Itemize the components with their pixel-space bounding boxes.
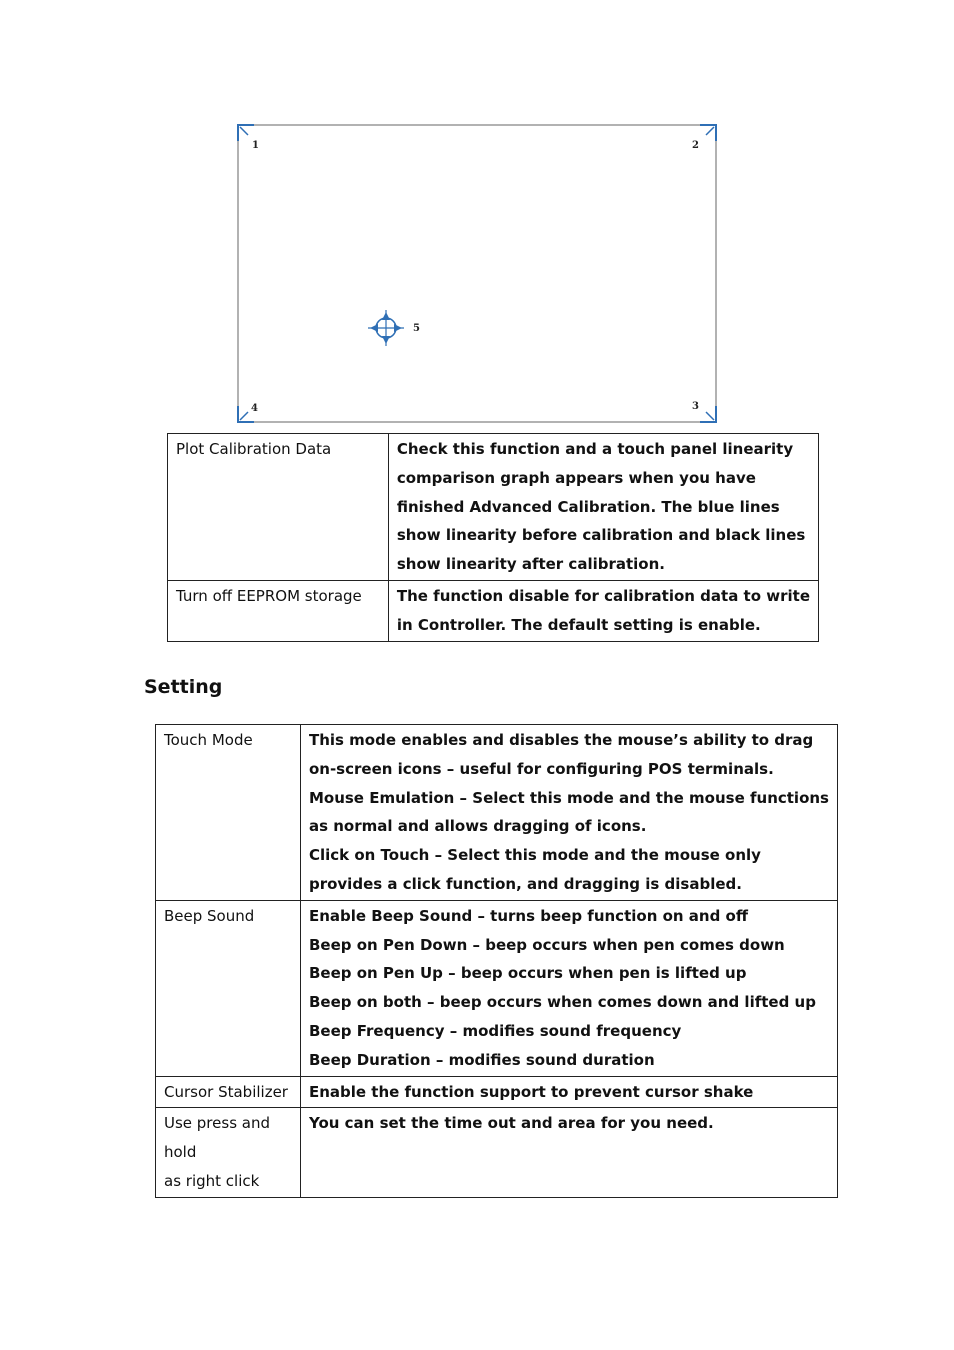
description-line: This mode enables and disables the mouse’s ability to drag <box>308 731 814 749</box>
option-description <box>388 434 818 581</box>
option-label: Touch Mode <box>156 725 301 901</box>
option-label <box>156 1108 301 1197</box>
calibration-diagram <box>236 124 718 424</box>
description-line: Beep Duration – modifies sound duration <box>308 1050 655 1069</box>
description-line: comparison graph appears when you have <box>396 468 756 487</box>
corner-marker-3 <box>700 406 716 422</box>
option-description <box>388 580 818 641</box>
option-description <box>300 1076 837 1108</box>
center-label-5: 5 <box>413 323 420 334</box>
setting-options-table <box>155 724 838 1198</box>
description-line: in Controller. The default setting is enable. <box>396 615 761 634</box>
description-line: You can set the time out and area for you need. <box>308 1114 714 1133</box>
table-row <box>156 725 838 901</box>
description-line: Beep on Pen Down – beep occurs when pen comes down <box>308 935 785 954</box>
crosshair-target-icon <box>368 310 404 346</box>
table-row <box>156 900 838 1076</box>
section-heading: Setting <box>144 676 223 698</box>
description-line: The function disable for calibration data to write <box>396 586 810 605</box>
description-line: finished Advanced Calibration. The blue lines <box>396 497 780 516</box>
description-line: Click on Touch – Select this mode and the mouse only <box>308 846 761 865</box>
description-line: Enable Beep Sound – turns beep function on and off <box>308 906 749 925</box>
option-label: Turn off EEPROM storage <box>168 580 389 641</box>
table-row <box>156 1076 838 1108</box>
calibration-options-table <box>167 433 819 642</box>
description-line: Check this function and a touch panel linearity <box>396 440 794 458</box>
corner-marker-2 <box>700 125 716 141</box>
description-line: Beep on Pen Up – beep occurs when pen is lifted up <box>308 964 747 983</box>
table-row <box>156 1108 838 1197</box>
calibration-figure <box>236 124 718 424</box>
option-label: Plot Calibration Data <box>168 434 389 581</box>
option-label: Beep Sound <box>156 900 301 1076</box>
description-line: Mouse Emulation – Select this mode and the mouse functions <box>308 788 829 807</box>
calibration-frame <box>238 125 716 422</box>
corner-label-1: 1 <box>252 140 259 151</box>
table-row <box>168 434 819 581</box>
corner-label-3: 3 <box>692 401 699 412</box>
option-description <box>300 900 837 1076</box>
description-line: on-screen icons – useful for configuring POS terminals. <box>308 759 774 778</box>
description-line: show linearity before calibration and black lines <box>396 526 806 545</box>
description-line: Beep Frequency – modifies sound frequency <box>308 1021 682 1040</box>
label-line: as right click <box>164 1171 260 1190</box>
corner-label-4: 4 <box>251 403 258 414</box>
option-description <box>300 725 837 901</box>
label-line: Use press and hold <box>164 1114 270 1162</box>
description-line: Enable the function support to prevent cursor shake <box>308 1082 754 1101</box>
description-line: show linearity after calibration. <box>396 555 665 574</box>
corner-marker-1 <box>238 125 254 141</box>
option-label: Cursor Stabilizer <box>156 1076 301 1108</box>
description-line: provides a click function, and dragging is disabled. <box>308 874 742 893</box>
option-description <box>300 1108 837 1197</box>
description-line: as normal and allows dragging of icons. <box>308 817 647 836</box>
corner-label-2: 2 <box>692 140 699 151</box>
description-line: Beep on both – beep occurs when comes down and lifted up <box>308 993 816 1012</box>
table-row <box>168 580 819 641</box>
